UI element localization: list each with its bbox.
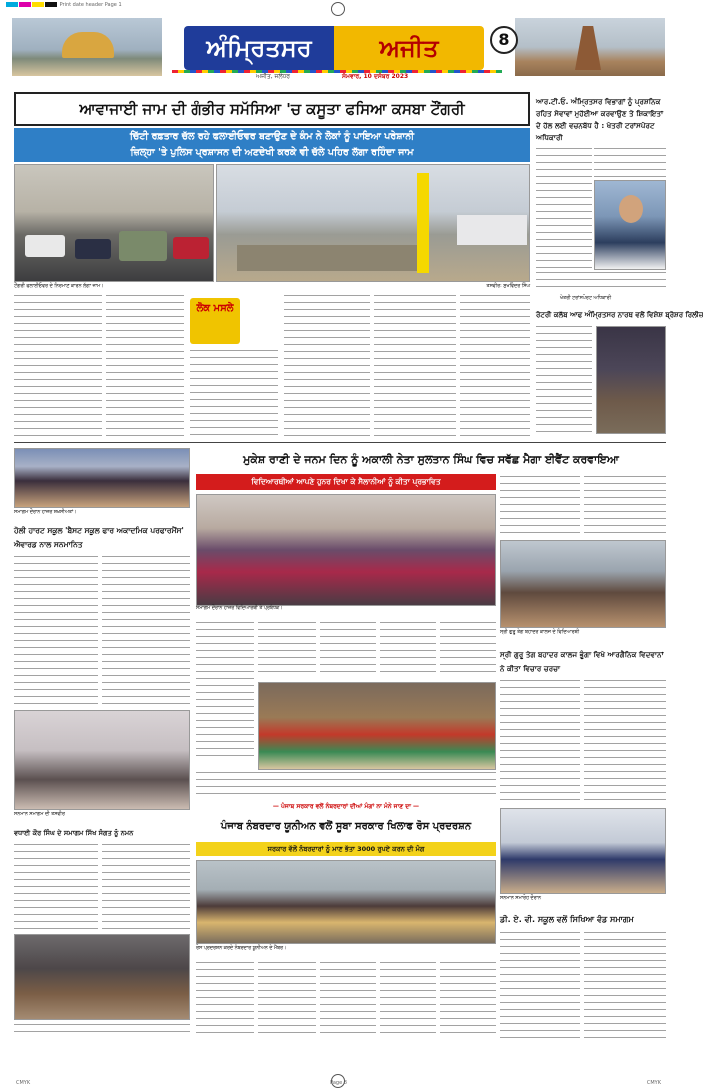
page-number: 8 <box>490 26 518 54</box>
lead-subhead <box>14 128 530 162</box>
cyan-swatch <box>6 2 18 7</box>
panchayat-text-col3 <box>320 962 376 1038</box>
print-info: Print date header Page 1 <box>59 2 122 8</box>
left-bottom-caption: ਸਨਮਾਨ ਸਮਾਗਮ ਦੀ ਤਸਵੀਰ <box>14 812 65 817</box>
footer-left: CMYK <box>16 1080 31 1086</box>
panchayat-kicker: — ਪੰਜਾਬ ਸਰਕਾਰ ਵਲੋਂ ਨੰਬਰਦਾਰਾਂ ਦੀਆਂ ਮੰਗਾਂ ਨਾ ਮੰਨੇ ਜਾਣ ਦਾ — <box>272 803 420 810</box>
gathering-caption-lines <box>14 1024 190 1038</box>
award-ceremony-photo <box>14 710 190 810</box>
rto-text-col2 <box>594 148 666 178</box>
lead-text-col3 <box>190 350 278 440</box>
flyover-construction-photo <box>216 164 530 282</box>
middle-photo-caption: ਸਮਾਗਮ ਦੌਰਾਨ ਹਾਜ਼ਰ ਵਿਦਿਆਰਥੀ ਤੇ ਪ੍ਰਬੰਧਕ। <box>196 606 283 611</box>
left-mid-text-col1 <box>14 556 98 706</box>
masthead-title-left: ਅੰਮ੍ਰਿਤਸਰ <box>184 26 334 70</box>
panchayat-text-col5 <box>440 962 496 1038</box>
lead-headline: ਆਵਾਜਾਈ ਜਾਮ ਦੀ ਗੰਭੀਰ ਸਮੱਸਿਆ 'ਚ ਕਸੂਤਾ ਫਸਿਆ ਕਸਬਾ ਟੌਂਗਰੀ <box>14 92 530 126</box>
lok-masle-badge: ਲੋਕ ਮਸਲੇ <box>190 298 240 344</box>
right-bottom-text-col2 <box>584 932 666 1038</box>
magenta-swatch <box>19 2 31 7</box>
left-mid-caption: ਸਮਾਗਮ ਦੌਰਾਨ ਹਾਜ਼ਰ ਸ਼ਖ਼ਸੀਅਤਾਂ। <box>14 510 77 515</box>
golden-temple-image <box>12 18 162 76</box>
black-swatch <box>45 2 57 7</box>
middle-text-col5a <box>440 622 496 678</box>
panchayat-text-col2 <box>258 962 316 1038</box>
right-bottom-text-col1 <box>500 932 580 1038</box>
left-mid-text-col2 <box>102 556 190 706</box>
award-photo <box>500 808 666 894</box>
lead-photo-credit: ਤਸਵੀਰ: ਸੁਖਵਿੰਦਰ ਸਿੰਘ <box>486 284 530 289</box>
students-group-photo <box>196 494 496 606</box>
middle-banner: ਵਿਦਿਆਰਥੀਆਂ ਆਪਣੇ ਹੁਨਰ ਦਿਖਾ ਕੇ ਸੈਲਾਨੀਆਂ ਨੂੰ ਕੀਤਾ ਪ੍ਰਭਾਵਿਤ <box>196 474 496 490</box>
middle-text-col2a <box>258 622 316 678</box>
rotary-text-col <box>536 326 592 436</box>
right-mid-caption: ਸ੍ਰੀ ਗੁਰੂ ਤੇਗ ਬਹਾਦਰ ਕਾਲਜ ਦੇ ਵਿਦਿਆਰਥੀ <box>500 630 580 635</box>
masthead <box>12 12 665 88</box>
rto-officer-photo <box>594 180 666 270</box>
middle-text-col4a <box>380 622 436 678</box>
cultural-performance-photo <box>258 682 496 770</box>
right-mid-text-col4 <box>584 680 666 800</box>
masthead-title-right: ਅਜੀਤ <box>334 26 484 70</box>
registration-mark-bottom <box>331 1074 345 1088</box>
lead-text-col6 <box>460 295 530 440</box>
registration-mark-top <box>331 2 345 16</box>
rto-text-col1 <box>536 148 592 268</box>
holy-heart-headline: ਹੋਲੀ ਹਾਰਟ ਸਕੂਲ 'ਬੈਸਟ ਸਕੂਲ ਫਾਰ ਅਕਾਦਮਿਕ ਪਰਫਾਰਮੈਂਸ' ਐਵਾਰਡ ਨਾਲ ਸਨਮਾਨਿਤ <box>14 524 190 552</box>
rotary-headline: ਰੋਟਰੀ ਕਲੱਬ ਆਫ ਅੰਮ੍ਰਿਤਸਰ ਨਾਰਥ ਵਲੋਂ ਵਿਸ਼ੇਸ਼ ਬ੍ਰੋਸ਼ਰ ਰਿਲੀਜ਼ <box>536 308 666 322</box>
middle-text-col1 <box>196 622 254 762</box>
rotary-group-photo <box>596 326 666 434</box>
right-mid-text-col2 <box>584 476 666 536</box>
protest-photo <box>196 860 496 944</box>
decorative-band <box>172 70 502 73</box>
traffic-jam-photo <box>14 164 214 282</box>
rto-photo-caption: ਖੇਤਰੀ ਟਰਾਂਸਪੋਰਟ ਅਧਿਕਾਰੀ <box>560 296 612 301</box>
left-bottom-text-col1 <box>14 844 98 932</box>
middle-text-col3a <box>320 622 376 678</box>
lead-subhead-line1: ਚਿੱਟੀ ਰਫ਼ਤਾਰ ਚੱਲ ਰਹੇ ਫਲਾਈਓਵਰ ਬਣਾਉਣ ਦੇ ਕੰਮ ਨੇ ਲੋਕਾਂ ਨੂੰ ਪਾਇਆ ਪਰੇਸ਼ਾਨੀ <box>129 131 415 142</box>
right-bottom-caption: ਸਨਮਾਨ ਸਮਾਰੋਹ ਦੌਰਾਨ <box>500 896 541 901</box>
footer-right: CMYK <box>646 1080 661 1086</box>
lead-photo-caption: ਟੌਂਗਰੀ ਫਲਾਈਓਵਰ ਦੇ ਨਿਰਮਾਣ ਕਾਰਨ ਲੱਗਾ ਜਾਮ। <box>14 284 104 289</box>
rto-headline: ਆਰ.ਟੀ.ਓ. ਅੰਮ੍ਰਿਤਸਰ ਵਿਭਾਗਾਂ ਨੂੰ ਪ੍ਰਸ਼ਨਿਕ ਰਹਿਤ ਸੇਵਾਵਾਂ ਮੁਹੱਈਆ ਕਰਵਾਉਣ ਤੇ ਸ਼ਿਕਾਇਤਾਂ ਦੇ ਹੱਲ ਲਈ ਵਚਨਬੱਧ ਹੈ : ਖੇਤਰੀ ਟਰਾਂਸਪੋਰਟ ਅਧਿਕਾਰੀ <box>536 96 666 144</box>
right-mid-headline: ਸ੍ਰੀ ਗੁਰੂ ਤੇਗ ਬਹਾਦਰ ਕਾਲਜ ਭੂੰਗਾ ਵਿਖੇ ਆਰਗੈਨਿਕ ਵਿਦਵਾਨਾਂ ਨੇ ਕੀਤਾ ਵਿਚਾਰ ਚਰਚਾ <box>500 648 666 676</box>
masthead-title <box>184 26 484 70</box>
masthead-date: ਸੋਮਵਾਰ, 10 ਦਸੰਬਰ 2023 <box>342 73 409 80</box>
right-mid-text-col1 <box>500 476 580 536</box>
panchayat-headline: ਪੰਜਾਬ ਨੰਬਰਦਾਰ ਯੂਨੀਅਨ ਵਲੋਂ ਸੂਬਾ ਸਰਕਾਰ ਖਿਲਾਫ ਰੋਸ ਪ੍ਰਦਰਸ਼ਨ <box>196 816 496 838</box>
middle-headline: ਮੁਕੇਸ਼ ਰਾਣੀ ਦੇ ਜਨਮ ਦਿਨ ਨੂੰ ਅਕਾਲੀ ਨੇਤਾ ਸੁਲਤਾਨ ਸਿੰਘ ਵਿਚ ਸਵੱਛ ਮੈਗਾ ਈਵੈਂਟ ਕਰਵਾਇਆ <box>196 448 666 472</box>
lead-text-col4 <box>284 295 370 440</box>
panchayat-banner: ਸਰਕਾਰ ਵੱਲੋਂ ਨੰਬਰਦਾਰਾਂ ਨੂੰ ਮਾਣ ਭੱਤਾ 3000 ਰੁਪਏ ਕਰਨ ਦੀ ਮੰਗ <box>196 842 496 856</box>
left-bottom-text-col2 <box>102 844 190 932</box>
left-bottom-headline: ਵਧਾਈ ਕੌਰ ਸਿੰਘ ਦੇ ਸਮਾਗਮ ਸਿੱਖ ਸੰਗਤ ਨੂੰ ਨਮਨ <box>14 826 190 840</box>
masthead-subline: ਅਜੀਤ, ਜਲੰਧਰ <box>256 73 291 80</box>
lead-subhead-line2: ਜ਼ਿਲ੍ਹਾ 'ਤੇ ਪੁਲਿਸ ਪ੍ਰਸ਼ਾਸਨ ਦੀ ਅਣਦੇਖੀ ਕਰਕੇ ਵੀ ਚੱਲੇ ਪਹਿਰ ਲੱਗਾ ਰਹਿੰਦਾ ਜਾਮ <box>130 147 414 158</box>
panchayat-caption: ਰੋਸ ਪ੍ਰਦਰਸ਼ਨ ਕਰਦੇ ਨੰਬਰਦਾਰ ਯੂਨੀਅਨ ਦੇ ਮੈਂਬਰ। <box>196 946 287 951</box>
panchayat-text-col4 <box>380 962 436 1038</box>
lead-text-col1 <box>14 295 102 440</box>
heritage-tower-image <box>515 18 665 76</box>
event-stage-photo <box>14 448 190 508</box>
rto-text-bottom <box>536 272 666 292</box>
college-group-photo <box>500 540 666 628</box>
lead-text-col2 <box>106 295 184 440</box>
footer-center: Page 8 <box>330 1080 347 1086</box>
yellow-swatch <box>32 2 44 7</box>
section-divider <box>14 442 666 443</box>
dav-headline: ਡੀ. ਏ. ਵੀ. ਸਕੂਲ ਵਲੋਂ ਸਿਖਿਆ ਵੰਡ ਸਮਾਗਮ <box>500 912 666 928</box>
right-mid-text-col3 <box>500 680 580 800</box>
panchayat-text-col1 <box>196 962 254 1038</box>
lead-text-col5 <box>374 295 456 440</box>
middle-bottom-text <box>196 772 496 800</box>
gathering-photo <box>14 934 190 1020</box>
